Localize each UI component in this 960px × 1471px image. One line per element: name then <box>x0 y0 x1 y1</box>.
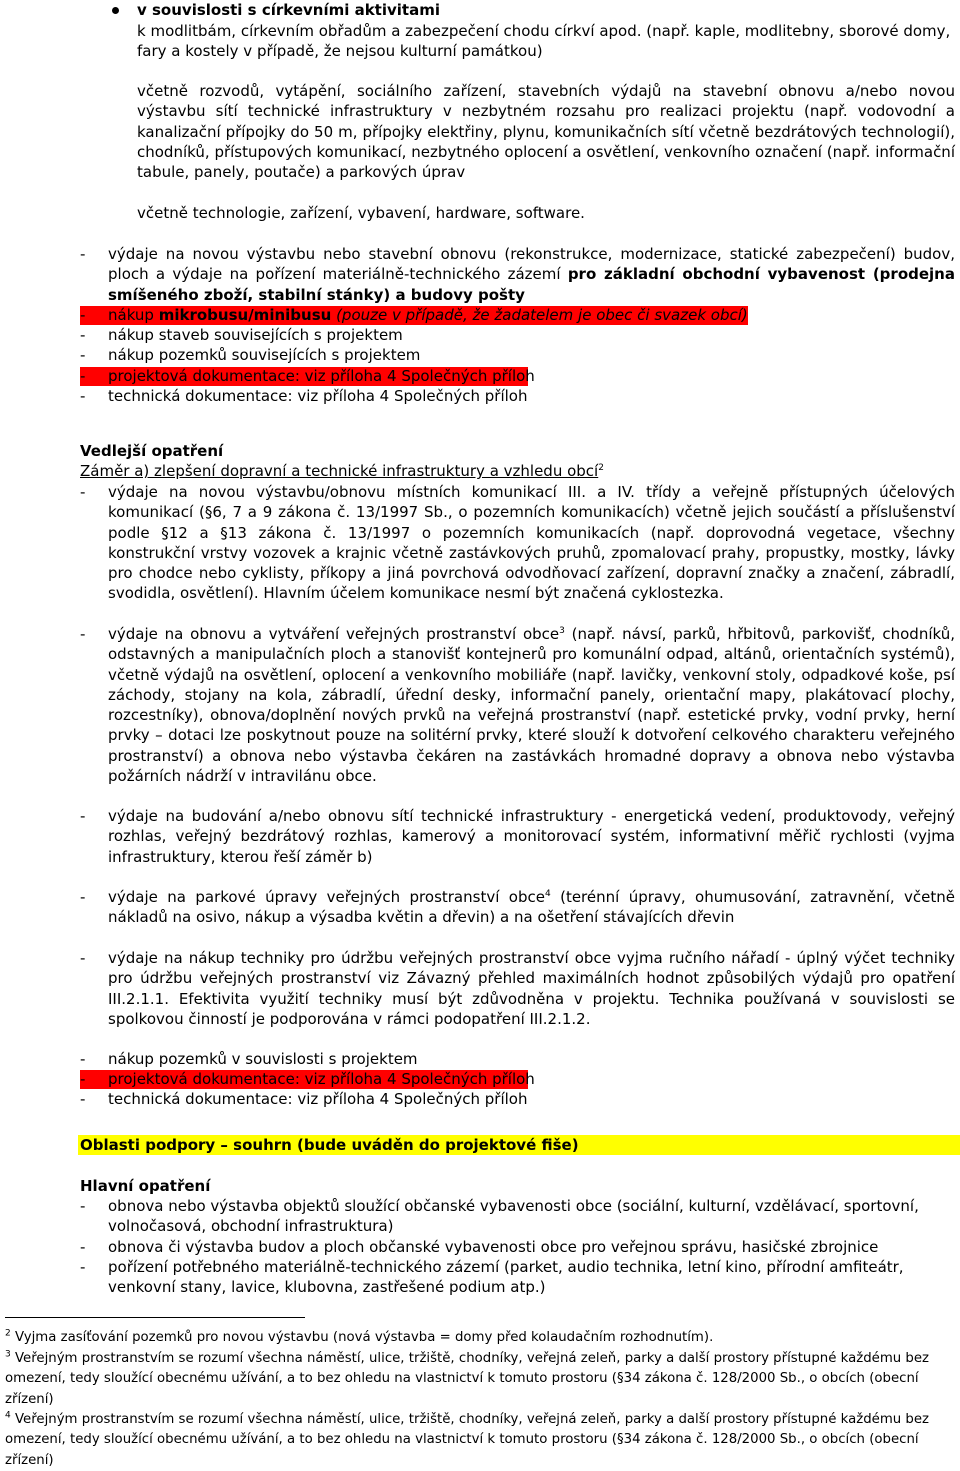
footnote-ref: 4 <box>544 889 551 899</box>
vcetne-technologie-paragraph: včetně technologie, zařízení, vybavení, hardware, software. <box>137 204 585 222</box>
list-item-text: výdaje na budování a/nebo obnovu sítí technické infrastruktury - energetická vedení, produktovody, veřejný rozhlas, veřejný bezdrátový rozhlas, kamerový a monitorovací systém, informativní měřič rychlosti (vyjma infrastruktury, kterou řeší záměr b) <box>108 807 955 866</box>
list-item-text: obnova či výstavba budov a ploch občanské vybavenosti obce pro veřejnou správu, hasičské zbrojnice <box>108 1238 879 1256</box>
zamer-text: Záměr a) zlepšení dopravní a technické infrastruktury a vzhledu obcí <box>80 462 599 480</box>
dash-marker: - <box>80 387 86 405</box>
dash-marker: - <box>80 367 86 385</box>
list-item-text: výdaje na obnovu a vytváření veřejných prostranství obce <box>108 625 560 643</box>
footnote-2 <box>5 1328 950 1348</box>
dash-marker: - <box>80 807 86 825</box>
dash-marker: - <box>80 625 86 643</box>
list-item-text: projektová dokumentace: viz příloha 4 Společných příloh <box>108 1070 535 1088</box>
dash-marker: - <box>80 1070 86 1088</box>
list-item-text: nákup pozemků v souvislosti s projektem <box>108 1050 418 1068</box>
list-item-bold-text: mikrobusu/minibusu <box>158 306 332 324</box>
dash-marker: - <box>80 888 86 906</box>
list-item-bold-text: pro základní obchodní vybavenost (prodejna smíšeného zboží, stabilní stánky) a budovy pošty <box>108 265 955 304</box>
dash-marker: - <box>80 1258 86 1276</box>
list-item-text: nákup pozemků souvisejících s projektem <box>108 346 421 364</box>
footnote-3 <box>5 1349 950 1410</box>
dash-marker: - <box>80 1197 86 1215</box>
footnote-text: Veřejným prostranstvím se rozumí všechna náměstí, ulice, tržiště, chodníky, veřejná zeleň, parky a další prostory přístupné každému bez omezení, tedy sloužící obecnému užívání, a to bez ohledu na vlastnictví k tomuto prostoru (§34 zákona č. 128/2000 Sb., o obcích (obecní zřízení) <box>5 1412 930 1468</box>
dash-marker: - <box>80 326 86 344</box>
footnote-number: 3 <box>5 1349 11 1360</box>
list-item-text: obnova nebo výstavba objektů sloužící občanské vybavenosti obce (sociální, kulturní, vzdělávací, sportovní, volnočasová, obchodní infrastruktura) <box>108 1197 919 1236</box>
list-item-italic-text: (pouze v případě, že žadatelem je obec či svazek obcí) <box>331 306 748 324</box>
list-item-text: technická dokumentace: viz příloha 4 Společných příloh <box>108 387 528 405</box>
vcetne-rozvodu-paragraph: včetně rozvodů, vytápění, sociálního zařízení, stavebních výdajů na stavební obnovu a/nebo novou výstavbu sítí technické infrastruktury v nezbytném rozsahu pro realizaci projektu (např. vodovodní a kanalizační přípojky do 50 m, přípojky elektřiny, plynu, komunikačních sítí včetně bezdrátových technologií), chodníků, přístupových komunikací, nezbytného oplocení a osvětlení, venkovního označení (např. informační tabule, panely, poutače) a parkových úprav <box>137 82 955 182</box>
footnote-4 <box>5 1410 950 1471</box>
list-item-text-cont: (terénní úpravy, ohumusování, zatravnění, včetně nákladů na osivo, nákup a výsadba květin a dřevin) a na ošetření stávajících dřevin <box>108 888 955 927</box>
list-item-text: výdaje na novou výstavbu/obnovu místních komunikací III. a IV. třídy a veřejně přístupných účelových komunikací (§6, 7 a 9 zákona č. 13/1997 Sb., o pozemních komunikacích) včetně jejich součástí a příslušenství podle §12 a §13 zákona č. 13/1997 o pozemních komunikacích (např. doprovodná vegetace, všechny konstrukční vrstvy vozovek a krajnic včetně zastávkových pruhů, zpomalovací prahy, propustky, mostky, lávky pro chodce nebo cyklisty, příkopy a jiná povrchová odvodňovací zařízení, dopravní značky a značení, zábradlí, svodidla, osvětlení). Hlavním účelem komunikace nesmí být značená cyklostezka. <box>108 483 955 603</box>
hlavni-heading: Hlavní opatření <box>80 1177 211 1195</box>
list-item-text: výdaje na nákup techniky pro údržbu veřejných prostranství obce vyjma ručního nářadí - úplný výčet techniky pro údržbu veřejných prostranství viz Závazný přehled maximálních hodnot způsobilých výdajů pro opatření III.2.1.1. Efektivita využití techniky musí být zdůvodněna v projektu. Technika používaná v souvislosti se spolkovou činností je podporována v rámci podopatření III.2.1.2. <box>108 949 955 1028</box>
footnote-text: Veřejným prostranstvím se rozumí všechna náměstí, ulice, tržiště, chodníky, veřejná zeleň, parky a další prostory přístupné každému bez omezení, tedy sloužící obecnému užívání, a to bez ohledu na vlastnictví k tomuto prostoru (§34 zákona č. 128/2000 Sb., o obcích (obecní zřízení) <box>5 1351 930 1407</box>
dash-marker: - <box>80 483 86 501</box>
zamer-heading <box>80 461 604 481</box>
list-item-text: nákup staveb souvisejících s projektem <box>108 326 403 344</box>
dash-marker: - <box>80 949 86 967</box>
dash-marker: - <box>80 346 86 364</box>
list-item-text: projektová dokumentace: viz příloha 4 Společných příloh <box>108 367 535 385</box>
footnote-separator <box>5 1317 305 1318</box>
footnote-ref: 2 <box>598 463 604 473</box>
footnote-number: 4 <box>5 1410 11 1421</box>
bullet-dot <box>112 7 119 14</box>
list-item-text: nákup <box>108 306 159 324</box>
dash-marker: - <box>80 1238 86 1256</box>
dash-marker: - <box>80 306 86 324</box>
section-heading: Vedlejší opatření <box>80 442 224 460</box>
list-item-text: výdaje na parkové úpravy veřejných prostranství obce <box>108 888 545 906</box>
bullet-line-2: fary a kostely v případě, že nejsou kulturní památkou) <box>137 42 543 60</box>
list-item-text-cont: (např. návsí, parků, hřbitovů, parkovišť, chodníků, odstavných a manipulačních ploch a stanovišť kontejnerů pro komunální odpad, altánů, orientačních systémů), včetně výdajů na osvětlení, oplocení a venkovního mobiliáře (např. lavičky, venkovní stoly, odpadkové koše, psí záchody, stojany na kola, zábradlí, úřední desky, informační panely, orientační mapy, plakátovací plochy, rozcestníky), obnova/doplnění nových prvků na veřejná prostranství (např. estetické prvky, vodní prvky, herní prvky – dotaci lze poskytnout pouze na solitérní prvky, které slouží k dotvoření celkového charakteru veřejného prostranství) a obnova nebo výstavba čekáren na zastávkách hromadné dopravy a obnova nebo výstavba požárních nádrží v intravilánu obce. <box>108 625 955 786</box>
footnote-ref: 3 <box>559 626 565 636</box>
bullet-line-1: k modlitbám, církevním obřadům a zabezpečení chodu církví apod. (např. kaple, modlitebny, sborové domy, <box>137 22 951 40</box>
bullet-heading: v souvislosti s církevními aktivitami <box>137 1 440 19</box>
dash-marker: - <box>80 1050 86 1068</box>
footnote-number: 2 <box>5 1328 11 1339</box>
summary-heading: Oblasti podpory – souhrn (bude uváděn do projektové fiše) <box>80 1136 579 1154</box>
list-item-text: pořízení potřebného materiálně-technického zázemí (parket, audio technika, letní kino, přírodní amfiteátr, venkovní stany, lavice, klubovna, zastřešené podium atp.) <box>108 1258 904 1297</box>
dash-marker: - <box>80 1090 86 1108</box>
list-item-text: technická dokumentace: viz příloha 4 Společných příloh <box>108 1090 528 1108</box>
list-item-text: výdaje na novou výstavbu nebo stavební obnovu (rekonstrukce, modernizace, statické zabezpečení) budov, ploch a výdaje na pořízení materiálně-technického zázemí <box>108 245 955 284</box>
dash-marker: - <box>80 245 86 263</box>
footnote-text: Vyjma zasíťování pozemků pro novou výstavbu (nová výstavba = domy před kolaudačním rozhodnutím). <box>14 1330 714 1345</box>
